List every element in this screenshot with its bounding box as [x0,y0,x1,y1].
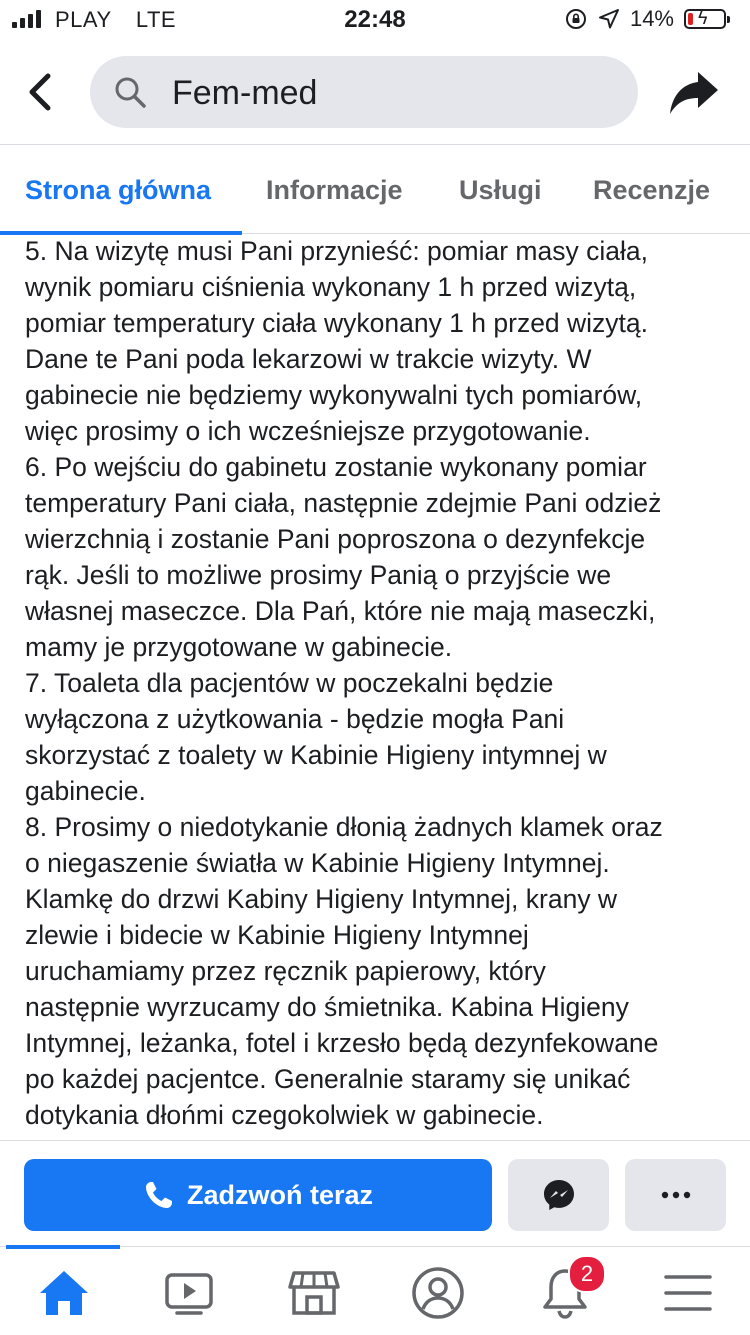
back-icon[interactable] [22,70,62,114]
battery-fill [688,13,693,25]
battery-icon [684,9,726,29]
post-line: wierzchnią i zostanie Pani poproszona o dezynfekcje [25,524,646,554]
clock: 22:48 [344,6,406,33]
post-line: temperatury Pani ciała, następnie zdejmie Pani odzież [25,488,662,518]
post-line: o niegaszenie światła w Kabinie Higieny Intymnej. [25,848,610,878]
phone-icon [143,1179,175,1211]
messenger-button[interactable] [508,1159,609,1231]
bottom-navigation [0,1246,750,1335]
post-line: gabinecie. [25,776,146,806]
more-options-button[interactable] [625,1159,726,1231]
tab-services[interactable]: Usługi [459,175,542,205]
post-line: wyłączona z użytkowania - będzie mogła Pani [25,704,565,734]
post-line: Dane te Pani poda lekarzowi w trakcie wizyty. W [25,344,592,374]
notification-badge: 2 [568,1255,606,1293]
charging-icon: ϟ [698,8,708,28]
post-line: mamy je przygotowane w gabinecie. [25,632,453,662]
network-type: LTE [135,7,177,32]
video-icon[interactable] [161,1265,217,1321]
tab-home[interactable]: Strona główna [25,175,212,205]
post-line: po każdej pacjentce. Generalnie staramy się unikać [25,1064,631,1094]
post-line: Intymnej, leżanka, fotel i krzesło będą dezynfekowane [25,1028,659,1058]
post-text [25,233,735,1140]
header [0,40,750,145]
post-line: Klamkę do drzwi Kabiny Higieny Intymnej, krany w [25,884,618,914]
more-icon [661,1191,691,1199]
status-bar [0,0,750,40]
post-line: gabinecie nie będziemy wykonywalni tych pomiarów, [25,380,643,410]
post-line: uruchamiamy przez ręcznik papierowy, który [25,956,546,986]
post-line: pomiar temperatury ciała wykonany 1 h przed wizytą. [25,308,649,338]
post-line: własnej maseczce. Dla Pań, które nie mają maseczki, [25,596,656,626]
status-right [564,6,726,32]
messenger-icon [542,1178,576,1212]
page-tabs [0,145,750,234]
post-line: rąk. Jeśli to możliwe prosimy Panią o przyjście we [25,560,612,590]
post-line: więc prosimy o ich wcześniejsze przygotowanie. [25,416,591,446]
orientation-lock-icon [564,7,588,31]
post-line: zlewie i bidecie w Kabinie Higieny Intymnej [25,920,529,950]
tab-information[interactable]: Informacje [266,175,403,205]
menu-icon[interactable] [660,1265,716,1321]
post-line: następnie wyrzucamy do śmietnika. Kabina Higieny [25,992,629,1022]
call-now-button[interactable] [24,1159,492,1231]
share-icon[interactable] [668,68,720,116]
active-nav-indicator [6,1245,120,1249]
carrier-name: PLAY [55,7,112,32]
post-line: 7. Toaleta dla pacjentów w poczekalni będzie [25,668,554,698]
home-icon[interactable] [36,1265,92,1321]
marketplace-icon[interactable] [286,1265,342,1321]
search-input[interactable] [170,56,614,130]
profile-icon[interactable] [410,1265,466,1321]
post-line: 5. Na wizytę musi Pani przynieść: pomiar masy ciała, [25,236,648,266]
post-line: 6. Po wejściu do gabinetu zostanie wykonany pomiar [25,452,647,482]
battery-percent: 14% [629,6,674,31]
post-line: wynik pomiaru ciśnienia wykonany 1 h przed wizytą, [25,272,637,302]
search-bar[interactable] [90,56,638,128]
tab-reviews[interactable]: Recenzje [593,175,711,205]
location-icon [598,8,620,30]
call-now-label: Zadzwoń teraz [186,1179,374,1210]
post-line: 8. Prosimy o niedotykanie dłonią żadnych klamek oraz [25,812,663,842]
post-line: dotykania dłońmi czegokolwiek w gabinecie. [25,1100,544,1130]
search-icon [112,74,148,110]
action-bar [0,1140,750,1247]
post-line: skorzystać z toalety w Kabinie Higieny intymnej w [25,740,607,770]
